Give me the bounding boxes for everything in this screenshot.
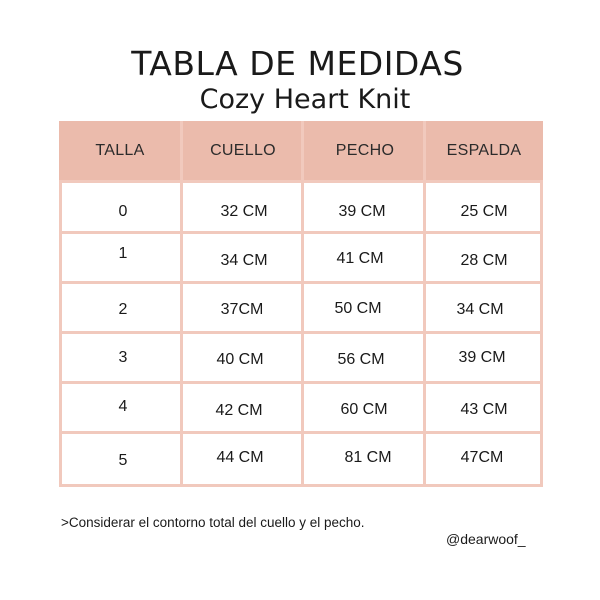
cell-espalda: 39 CM — [458, 349, 506, 366]
cell-talla: 2 — [118, 301, 128, 318]
cell-cuello: 37CM — [220, 301, 264, 318]
cell-cuello: 34 CM — [220, 252, 268, 269]
cell-espalda: 47CM — [460, 449, 504, 466]
header-cuello: CUELLO — [210, 142, 276, 159]
cell-talla: 0 — [118, 203, 128, 220]
cell-pecho: 41 CM — [336, 250, 384, 267]
header-pecho: PECHO — [335, 142, 395, 159]
grid-line — [59, 180, 543, 183]
cell-talla: 3 — [118, 349, 128, 366]
grid-line — [59, 181, 62, 487]
cell-pecho: 50 CM — [334, 300, 382, 317]
page-title: TABLA DE MEDIDAS — [131, 44, 464, 83]
cell-pecho: 56 CM — [337, 351, 385, 368]
cell-espalda: 43 CM — [460, 401, 508, 418]
size-table — [59, 121, 543, 487]
header-espalda: ESPALDA — [446, 142, 522, 159]
cell-cuello: 44 CM — [216, 449, 264, 466]
cell-talla: 1 — [118, 245, 128, 262]
cell-cuello: 32 CM — [220, 203, 268, 220]
cell-espalda: 34 CM — [456, 301, 504, 318]
cell-cuello: 40 CM — [216, 351, 264, 368]
cell-espalda: 25 CM — [460, 203, 508, 220]
cell-pecho: 60 CM — [340, 401, 388, 418]
measurement-note: >Considerar el contorno total del cuello y el pecho. — [61, 515, 365, 530]
brand-handle: @dearwoof_ — [446, 531, 526, 547]
header-talla: TALLA — [95, 142, 145, 159]
cell-talla: 5 — [118, 452, 128, 469]
cell-pecho: 81 CM — [344, 449, 392, 466]
cell-talla: 4 — [118, 398, 128, 415]
cell-espalda: 28 CM — [460, 252, 508, 269]
grid-line — [540, 181, 543, 487]
cell-pecho: 39 CM — [338, 203, 386, 220]
product-name: Cozy Heart Knit — [199, 84, 411, 115]
cell-cuello: 42 CM — [215, 402, 263, 419]
